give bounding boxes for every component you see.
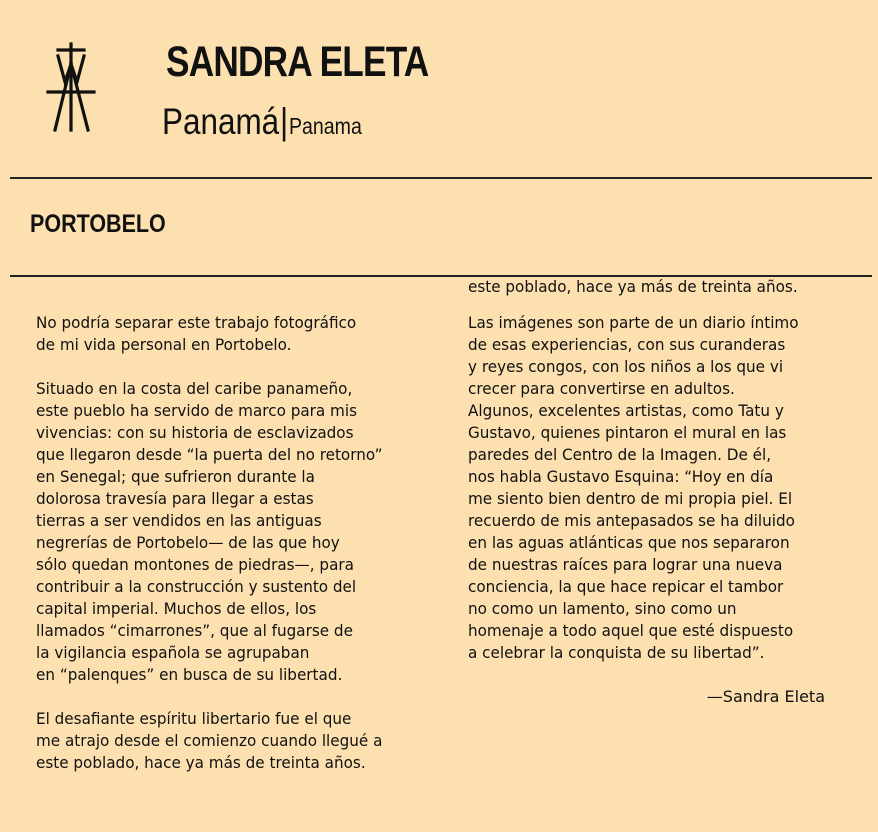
text-line: paredes del Centro de la Imagen. De él,: [468, 445, 772, 464]
left-column: [36, 312, 401, 774]
text-line: No podría separar este trabajo fotográfico: [36, 313, 357, 332]
paragraph-gap: [36, 686, 401, 708]
text-line: me atrajo desde el comienzo cuando llegué a: [36, 731, 383, 750]
signature: —Sandra Eleta: [706, 687, 825, 706]
sa-monogram-icon: [44, 44, 98, 134]
text-line: en Senegal; que sufrieron durante la: [36, 467, 315, 486]
text-line: este pueblo ha servido de marco para mis: [36, 401, 358, 420]
text-line: este poblado, hace ya más de treinta años.: [36, 753, 366, 772]
country-separator: |: [279, 101, 289, 142]
text-line: no como un lamento, sino como un: [468, 599, 737, 618]
top-divider: [10, 177, 872, 179]
text-line: tierras a ser vendidos en las antiguas: [36, 511, 322, 530]
text-line: Situado en la costa del caribe panameño,: [36, 379, 353, 398]
text-line: vivencias: con su historia de esclavizados: [36, 423, 354, 442]
text-line: la vigilancia española se agrupaban: [36, 643, 310, 662]
text-line: en las aguas atlánticas que nos separaron: [468, 533, 790, 552]
text-line: que llegaron desde “la puerta del no retorno”: [36, 445, 383, 464]
text-line: recuerdo de mis antepasados se ha diluido: [468, 511, 795, 530]
text-line: de esas experiencias, con sus curanderas: [468, 335, 786, 354]
text-line: nos habla Gustavo Esquina: “Hoy en día: [468, 467, 774, 486]
clipped-line-text: este poblado, hace ya más de treinta años.: [468, 277, 798, 296]
text-line: de nuestras raíces para lograr una nueva: [468, 555, 783, 574]
text-line: Gustavo, quienes pintaron el mural en las: [468, 423, 787, 442]
country-line: [162, 100, 362, 152]
text-line: crecer para convertirse en adultos.: [468, 379, 735, 398]
artist-name: SANDRA ELETA: [166, 38, 429, 86]
project-title: PORTOBELO: [30, 210, 166, 238]
text-line: dolorosa travesía para llegar a estas: [36, 489, 314, 508]
text-line: Algunos, excelentes artistas, como Tatu y: [468, 401, 784, 420]
text-line: capital imperial. Muchos de ellos, los: [36, 599, 317, 618]
country-spanish: Panamá: [162, 101, 280, 142]
text-line: a celebrar la conquista de su libertad”.: [468, 643, 765, 662]
paragraph-gap: [36, 356, 401, 378]
text-line: de mi vida personal en Portobelo.: [36, 335, 292, 354]
text-line: conciencia, la que hace repicar el tambor: [468, 577, 784, 596]
text-line: me siento bien dentro de mi propia piel. El: [468, 489, 793, 508]
text-line: negrerías de Portobelo— de las que hoy: [36, 533, 340, 552]
text-line: contribuir a la construcción y sustento del: [36, 577, 357, 596]
text-line: Las imágenes son parte de un diario íntimo: [468, 313, 799, 332]
text-line: homenaje a todo aquel que esté dispuesto: [468, 621, 794, 640]
text-line: El desafiante espíritu libertario fue el que: [36, 709, 352, 728]
text-line: llamados “cimarrones”, que al fugarse de: [36, 621, 353, 640]
country-english: Panama: [289, 113, 362, 139]
text-line: y reyes congos, con los niños a los que vi: [468, 357, 784, 376]
text-line: sólo quedan montones de piedras—, para: [36, 555, 354, 574]
right-column: [468, 312, 816, 664]
clipped-line: [468, 277, 848, 304]
text-line: en “palenques” en busca de su libertad.: [36, 665, 343, 684]
